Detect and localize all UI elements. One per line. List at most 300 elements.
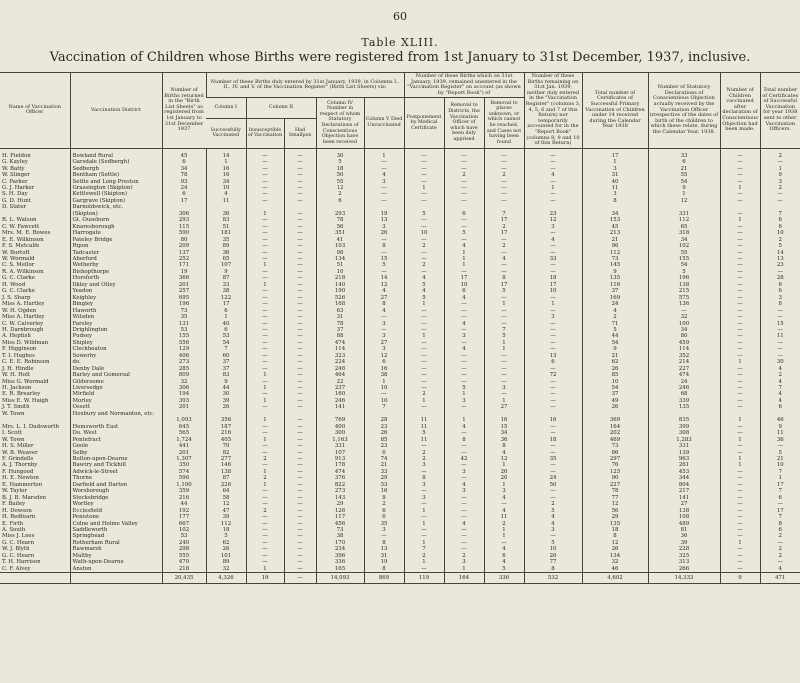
cell-value: — [484,185,524,191]
cell-value: — [284,385,316,391]
cell-district: Hoxbury and Normanton, etc. [70,411,162,417]
cell-value: 40 [206,321,246,327]
cell-value: 85 [582,372,648,378]
cell-value: — [404,321,444,327]
cell-value: 1 [484,527,524,533]
cell-value: — [284,269,316,275]
cell-value: 41 [316,237,364,243]
cell-value: 4 [760,366,800,372]
cell-value: 135 [582,275,648,281]
cell-value: — [720,333,760,339]
cell-value: — [246,159,284,165]
cell-value: 89 [206,559,246,565]
cell-value: 13 [760,256,800,262]
cell-value: — [404,191,444,197]
cell-value: 164 [582,424,648,430]
cell-value: 74 [364,456,404,462]
cell-value: — [246,148,284,159]
cell-district: Tadcaster [70,250,162,256]
cell-value: — [524,295,582,301]
cell-value: 6 [760,217,800,223]
cell-value: — [246,230,284,236]
cell-value: 9 [582,269,648,275]
cell-value: 1 [720,437,760,443]
cell-value: 1 [246,372,284,378]
cell-value: 1,093 [162,417,206,423]
cell-value: — [364,533,404,539]
cell-value: 42 [444,456,484,462]
cell-value: 4 [404,288,444,294]
cell-value: 11 [206,198,246,204]
cell-value: 4 [760,379,800,385]
cell-value: — [444,540,484,546]
cell-value: — [246,172,284,178]
cell-officer: E. R. Brearley [2,391,41,398]
cell-value: 16 [206,172,246,178]
cell-value: 17 [524,282,582,288]
cell-value: 6 [364,508,404,514]
cell-value: — [284,559,316,565]
cell-value: — [284,359,316,365]
cell-value: — [246,366,284,372]
cell-value: 45 [582,224,648,230]
cell-value: 96 [582,243,648,249]
cell-value: 31 [582,172,648,178]
cell-value: 143 [316,495,364,501]
cell-value: — [524,443,582,449]
cell-value: 9 [206,269,246,275]
cell-value: 83 [206,217,246,223]
cell-value: — [246,321,284,327]
cell-value: — [524,379,582,385]
cell-value: — [246,327,284,333]
cell-value: 2 [760,148,800,159]
cell-value: 117 [316,514,364,520]
cell-value: 16 [524,417,582,423]
cell-value: 27 [364,340,404,346]
cell-value: 201 [162,282,206,288]
cell-value: 190 [316,288,364,294]
cell-value: 2 [404,262,444,268]
cell-value: 8 [364,540,404,546]
cell-value: — [524,262,582,268]
cell-value: 34 [648,327,720,333]
cell-value: 35 [206,237,246,243]
cell-value: 2 [404,450,444,456]
cell-value: — [284,159,316,165]
cell-value: 2 [246,456,284,462]
cell-value: 5 [316,159,364,165]
cell-value: 308 [648,430,720,436]
cell-value: — [284,295,316,301]
total-cell [0,573,70,584]
cell-value: 22 [316,379,364,385]
cell-value: — [404,237,444,243]
cell-value: 10 [582,379,648,385]
cell-value: 6 [162,191,206,197]
cell-value: — [720,211,760,217]
cell-value: 5 [404,430,444,436]
cell-value: 6 [760,404,800,410]
cell-value: 73 [316,527,364,533]
cell-value: 6 [484,553,524,559]
cell-value: 1 [444,256,484,262]
cell-value: 4 [484,508,524,514]
cell-value: 28 [760,275,800,281]
cell-value: 38 [316,533,364,539]
cell-value: 8 [364,495,404,501]
cell-value: — [720,191,760,197]
cell-value: 12 [206,501,246,507]
cell-district: Grassington (Skipton) [70,185,162,191]
cell-value: 2 [760,237,800,243]
cell-value: — [720,404,760,410]
cell-value: — [246,488,284,494]
cell-value: 26 [206,404,246,410]
cell-value: 252 [162,256,206,262]
cell-value: — [246,379,284,385]
cell-value: 116 [582,282,648,288]
cell-value: 1 [246,437,284,443]
cell-value: 1 [404,185,444,191]
cell-officer: H. S. Miller [2,443,34,450]
cell-value: 50 [316,172,364,178]
cell-value: 165 [316,566,364,573]
cell-value: — [484,148,524,159]
cell-value: — [364,159,404,165]
cell-value: — [444,546,484,552]
cell-officer: H. Wood [2,281,26,288]
cell-value: 12 [484,456,524,462]
cell-value: 19 [162,269,206,275]
cell-value: 8 [524,566,582,573]
cell-value: — [364,198,404,204]
cell-officer: F. S. Metcalfe [2,243,40,250]
cell-value: — [444,191,484,197]
cell-district: Thorne [70,475,162,481]
cell-value: 1 [760,475,800,481]
cell-value: 129 [162,346,206,352]
cell-officer: Mrs. M. E. Bowes [2,230,51,237]
cell-value: 138 [206,469,246,475]
cell-value: 80 [162,237,206,243]
cell-value: — [720,198,760,204]
cell-value: 28 [364,417,404,423]
cell-value: 339 [648,398,720,404]
cell-value: 4 [444,243,484,249]
cell-value: — [720,295,760,301]
cell-value: — [246,179,284,185]
cell-value: 6 [206,327,246,333]
header-had-smallpox: Had Smallpox [284,118,316,148]
cell-value: 78 [162,172,206,178]
cell-value: 10 [444,282,484,288]
cell-officer: Miss E. W. Haigh [2,397,49,404]
cell-value: 8 [364,566,404,573]
total-cell [70,573,162,584]
cell-value: — [484,237,524,243]
cell-value: 2 [444,553,484,559]
cell-value: — [720,553,760,559]
header-successfully-vaccinated: Successfully Vaccinated [206,118,246,148]
cell-value: 60 [206,353,246,359]
cell-value: 6 [648,159,720,165]
cell-value: 12 [582,501,648,507]
cell-value: 2 [760,185,800,191]
cell-value: — [720,559,760,565]
cell-value: — [720,172,760,178]
cell-value: — [364,250,404,256]
cell-value: 47 [206,508,246,514]
cell-officer: R. L. Watson [2,217,37,224]
cell-value: — [404,469,444,475]
cell-value: 2 [484,243,524,249]
cell-value: — [246,450,284,456]
cell-value: 2 [760,533,800,539]
cell-value: — [246,527,284,533]
cell-officer: W. J. Blyth [2,546,30,553]
header-column-v: Column V Died Unvaccinated [364,98,404,148]
cell-value: 474 [316,469,364,475]
cell-value: 8 [364,301,404,307]
cell-value: — [524,495,582,501]
cell-value: — [404,224,444,230]
cell-value: 3 [364,333,404,339]
cell-value: 4 [524,172,582,178]
cell-value: — [524,469,582,475]
cell-value: 8 [484,443,524,449]
cell-value: — [484,191,524,197]
cell-value: 7 [404,546,444,552]
cell-officer: J. S. Sharp [2,294,31,301]
cell-value: — [524,179,582,185]
cell-value: 31 [316,314,364,320]
cell-district: Kettlewell (Skipton) [70,191,162,197]
cell-value: — [444,327,484,333]
cell-value: 71 [582,321,648,327]
cell-value: 56 [582,508,648,514]
cell-value: — [720,514,760,520]
cell-value: 224 [316,359,364,365]
cell-value: 29 [316,501,364,507]
cell-value: — [246,546,284,552]
cell-value: 6 [760,282,800,288]
cell-value: — [246,521,284,527]
cell-value: 62 [206,540,246,546]
cell-value: — [524,346,582,352]
cell-value: 4 [444,424,484,430]
cell-district: Morley [70,398,162,404]
cell-value: 51 [206,224,246,230]
cell-value: — [364,391,404,397]
cell-value: 141 [648,495,720,501]
cell-value: 366 [162,275,206,281]
header-group-unentered: Number of these Births which on 31st January, 1939, remained unentered in the "Vaccination Register" on account (as shown by "Report Book") of [404,73,524,98]
cell-value: — [284,230,316,236]
cell-value: 1 [720,456,760,462]
header-column-iv: Column IV Number in respect of whom Statutory Declarations of Conscientious Objection have been received [316,98,364,148]
cell-officer: S. H. Day [2,191,28,198]
cell-value: — [284,501,316,507]
cell-officer: C. S. Mellor [2,262,35,269]
cell-value: 11 [760,333,800,339]
cell-district: Barley and Gomersal [70,372,162,378]
cell-officer: G. D. Hunt [2,197,31,204]
cell-officer: H. Jackson [2,385,32,392]
cell-value: — [720,301,760,307]
cell-value: 406 [162,353,206,359]
cell-value: 38 [364,372,404,378]
cell-officer: G. Kayley [2,159,28,166]
cell-value: — [404,269,444,275]
cell-value: — [364,185,404,191]
cell-value: 277 [206,456,246,462]
cell-value: 331 [648,443,720,449]
cell-value: 18 [316,166,364,172]
cell-value: 34 [162,166,206,172]
cell-value: 8 [760,521,800,527]
cell-value: 369 [582,417,648,423]
cell-value: 1 [404,398,444,404]
cell-district: Horsforth [70,275,162,281]
cell-value: 33 [364,469,404,475]
cell-value: 356 [206,417,246,423]
cell-officer: B. J. B. Marsden [2,494,47,501]
total-cell: 119 [404,573,444,584]
cell-officer: I. Scott [2,430,22,437]
cell-value: — [284,488,316,494]
cell-value: 9 [582,346,648,352]
cell-value: 218 [316,275,364,281]
cell-district: Ilkley and Otley [70,282,162,288]
cell-value: 3 [524,314,582,320]
cell-value: — [404,359,444,365]
cell-value: 4 [364,288,404,294]
cell-value: 155 [648,256,720,262]
cell-value: — [484,391,524,397]
cell-value: 19 [364,211,404,217]
cell-value: 103 [316,243,364,249]
cell-value: — [404,501,444,507]
cell-value: 5 [364,262,404,268]
header-column-i: Column I [206,98,246,119]
cell-officer: C. F. Alvey [2,565,31,572]
cell-value: 26 [582,546,648,552]
cell-officer: J. H. Hindle [2,365,34,372]
cell-value: 114 [648,346,720,352]
cell-value: — [720,321,760,327]
cell-value: — [284,475,316,481]
cell-value: 32 [206,566,246,573]
cell-value: 54 [582,385,648,391]
cell-value: — [246,275,284,281]
cell-value: 65 [648,224,720,230]
cell-value: — [246,540,284,546]
cell-value: 50 [524,482,582,488]
cell-value: — [284,462,316,468]
cell-district: Gargrave (Skipton) [70,198,162,204]
cell-value: — [524,321,582,327]
cell-value: 1 [720,540,760,546]
cell-value: 17 [484,217,524,223]
cell-value: 351 [316,230,364,236]
header-removal-unknown: Removal to places unknown, or which cannot be reached, and Cases not having been found [484,98,524,148]
cell-value: 40 [582,179,648,185]
cell-value: 33 [524,256,582,262]
cell-district: Mirfield [70,391,162,397]
cell-value: 217 [648,488,720,494]
table-row [0,148,800,159]
cell-value: 2 [246,475,284,481]
total-cell: 471 [760,573,800,584]
total-cell: 532 [524,573,582,584]
cell-value: — [720,243,760,249]
cell-value: — [246,250,284,256]
cell-value: — [444,198,484,204]
cell-value: — [284,172,316,178]
cell-district: Rawmarsh [70,546,162,552]
cell-district: Sowerby [70,353,162,359]
cell-value: 3 [524,527,582,533]
cell-value: 769 [316,417,364,423]
cell-officer: C. W. Fawcett [2,223,40,230]
cell-value: 5 [648,269,720,275]
cell-value: — [246,514,284,520]
cell-value: 1 [484,482,524,488]
cell-value: — [404,314,444,320]
cell-value: 112 [648,217,720,223]
cell-value: 4 [760,398,800,404]
vaccination-table [0,72,800,584]
cell-value: 13 [364,546,404,552]
cell-value: 214 [648,359,720,365]
cell-value: 35 [524,456,582,462]
cell-value: 131 [162,321,206,327]
cell-officer: C. E. E. Robinson [2,359,50,366]
cell-value: 20 [484,475,524,481]
cell-officer: R. A. Wilkinson [2,268,44,275]
cell-officer: Miss A. Hartley [2,301,45,308]
cell-district: Pudsey [70,333,162,339]
cell-value: 39 [648,540,720,546]
cell-value: 405 [206,437,246,443]
total-cell: 336 [484,573,524,584]
cell-officer: G. C. Hearn [2,552,35,559]
cell-value: — [284,148,316,159]
cell-officer: G. C. Clarke [2,288,35,295]
cell-value: 26 [524,553,582,559]
cell-value: 168 [316,301,364,307]
cell-value: — [760,308,800,314]
cell-value: — [284,237,316,243]
cell-value: 11 [484,514,524,520]
cell-value: — [760,198,800,204]
cell-district: Adwick-le-Street [70,469,162,475]
cell-value: — [246,288,284,294]
cell-value: 2 [404,243,444,249]
cell-value: 6 [444,211,484,217]
cell-value: 4 [484,546,524,552]
cell-value: 93 [162,179,206,185]
cell-officer: E. Firth [2,520,24,527]
cell-value: 6 [162,159,206,165]
cell-officer: H. Dowson [2,507,32,514]
cell-officer: Miss A. Hartley [2,314,45,321]
cell-value: — [524,333,582,339]
cell-value: — [246,559,284,565]
cell-district: Worsborough [70,488,162,494]
cell-officer: E. E. Wilkinson [2,236,44,243]
